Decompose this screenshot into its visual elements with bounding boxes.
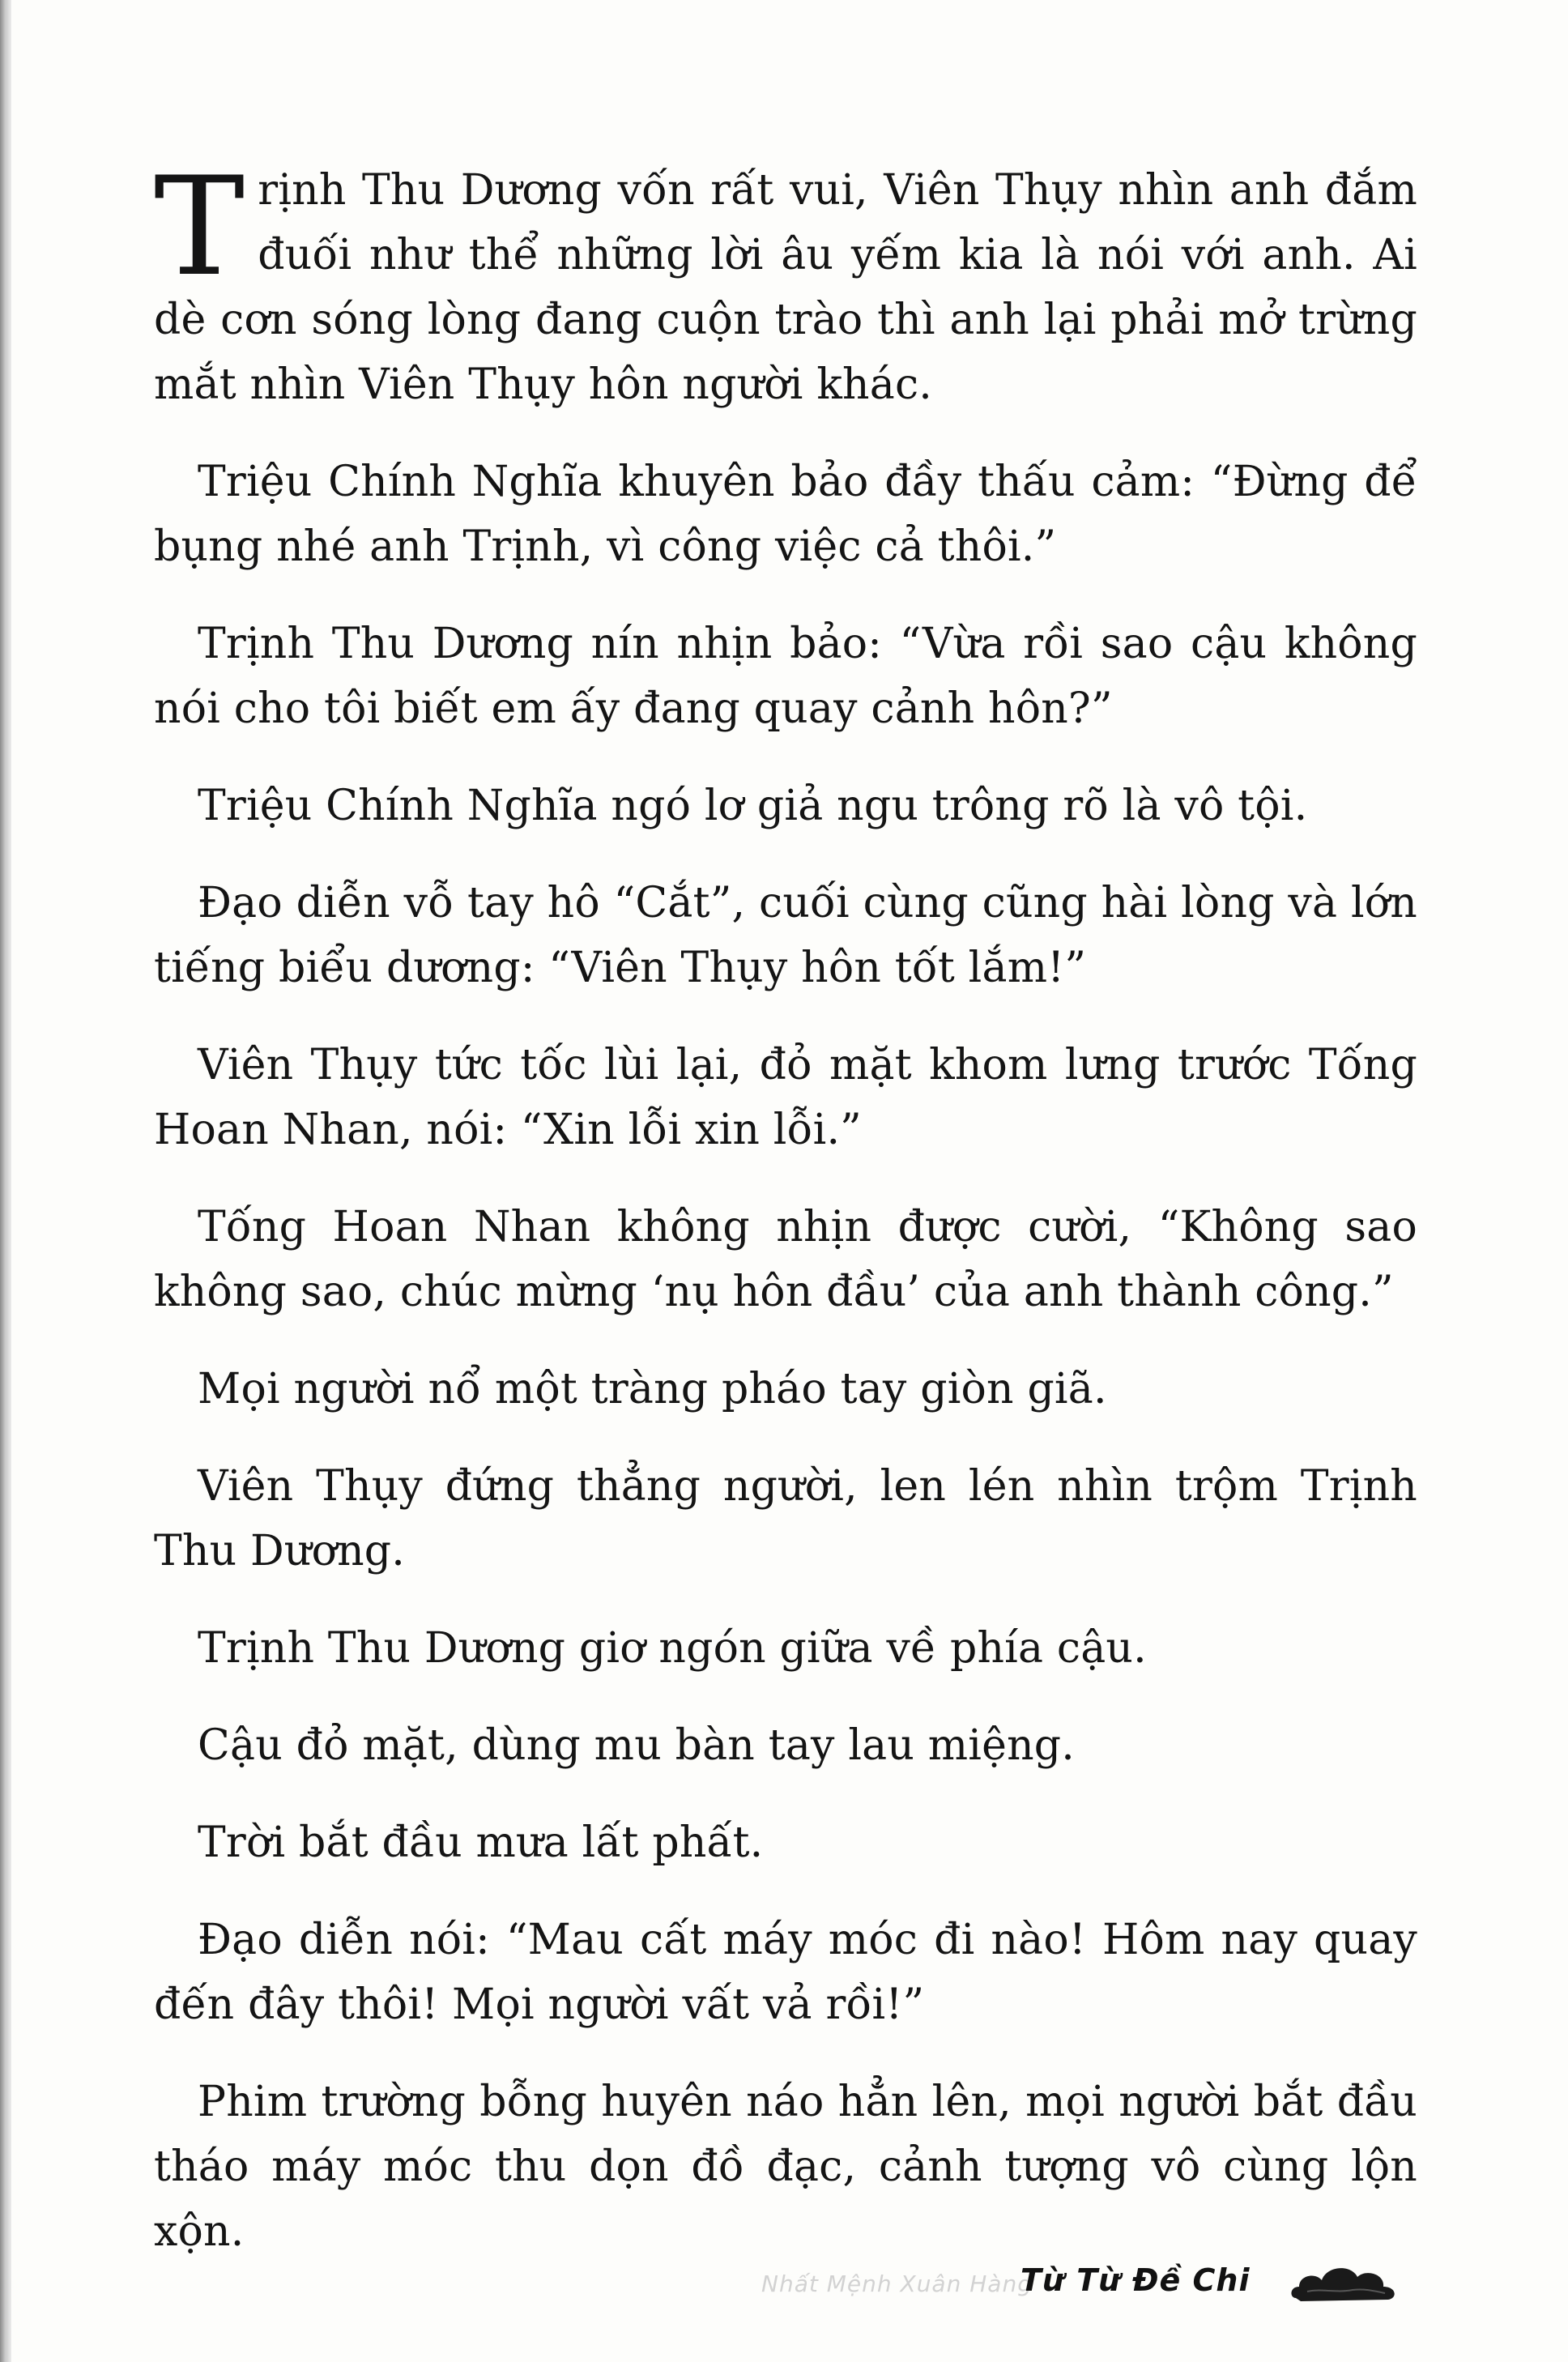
paragraph-5: Đạo diễn vỗ tay hô “Cắt”, cuối cùng cũng hài lòng và lớn tiếng biểu dương: “Viên Thụy hôn tốt lắm!”	[154, 879, 1417, 992]
book-spine-shadow	[0, 0, 11, 2362]
paragraph-13: Đạo diễn nói: “Mau cất máy móc đi nào! Hôm nay quay đến đây thôi! Mọi người vất vả rồi!”	[154, 1916, 1417, 2029]
paragraph-3: Trịnh Thu Dương nín nhịn bảo: “Vừa rồi sao cậu không nói cho tôi biết em ấy đang quay cảnh hôn?”	[154, 620, 1417, 733]
paragraph-1	[154, 147, 1417, 417]
page-footer	[761, 2248, 1409, 2313]
paragraph-2: Triệu Chính Nghĩa khuyên bảo đầy thấu cảm: “Đừng để bụng nhé anh Trịnh, vì công việc cả thôi.”	[154, 458, 1417, 571]
paragraph-12: Trời bắt đầu mưa lất phất.	[198, 1818, 764, 1867]
drop-cap: T	[154, 147, 245, 306]
paragraph-6: Viên Thụy tức tốc lùi lại, đỏ mặt khom lưng trước Tống Hoan Nhan, nói: “Xin lỗi xin lỗi.”	[154, 1041, 1417, 1154]
paragraph-9: Viên Thụy đứng thẳng người, len lén nhìn trộm Trịnh Thu Dương.	[154, 1462, 1417, 1575]
paragraph-4: Triệu Chính Nghĩa ngó lơ giả ngu trông rõ là vô tội.	[198, 782, 1308, 830]
paragraph-8: Mọi người nổ một tràng pháo tay giòn giã.	[198, 1365, 1107, 1413]
paragraph-10: Trịnh Thu Dương giơ ngón giữa về phía cậu.	[198, 1624, 1147, 1673]
footer-book-title: Từ Từ Đề Chi	[1020, 2262, 1251, 2298]
page-body	[154, 147, 1417, 2296]
footer-ghost-text: Nhất Mệnh Xuân Hàng	[761, 2270, 1033, 2297]
cloud-icon	[1288, 2256, 1401, 2313]
paragraph-7: Tống Hoan Nhan không nhịn được cười, “Không sao không sao, chúc mừng ‘nụ hôn đầu’ của anh thành công.”	[154, 1203, 1417, 1316]
paragraph-text: rịnh Thu Dương vốn rất vui, Viên Thụy nhìn anh đắm đuối như thể những lời âu yếm kia là nói với anh. Ai dè cơn sóng lòng đang cuộn trào thì anh lại phải mở trừng mắt nhìn Viên Thụy hôn người khác.	[154, 166, 1417, 409]
paragraph-11: Cậu đỏ mặt, dùng mu bàn tay lau miệng.	[198, 1721, 1075, 1770]
paragraph-14: Phim trường bỗng huyên náo hẳn lên, mọi người bắt đầu tháo máy móc thu dọn đồ đạc, cảnh tượng vô cùng lộn xộn.	[154, 2078, 1417, 2256]
